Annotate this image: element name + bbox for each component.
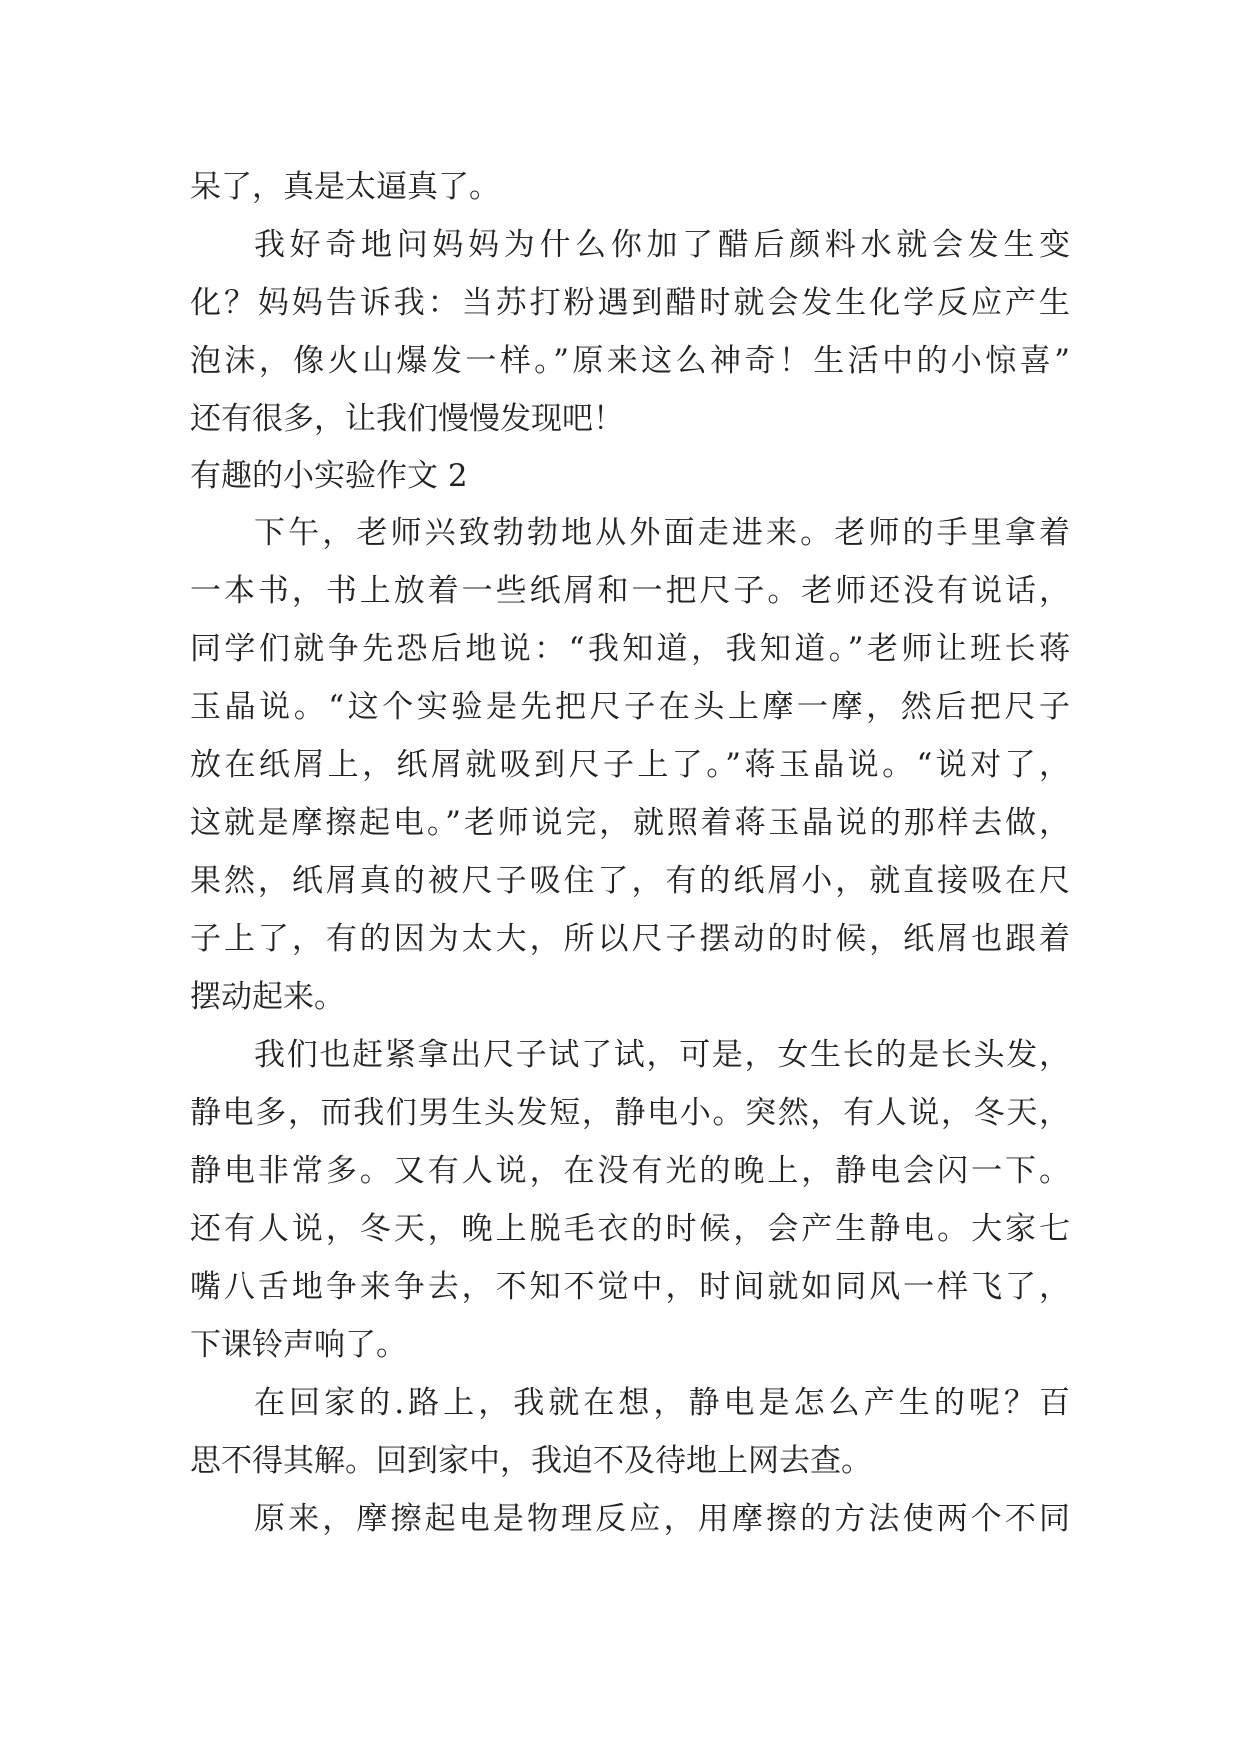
text-line: 我好奇地问妈妈为什么你加了醋后颜料水就会发生变: [254, 227, 1070, 263]
text-line: 我们也赶紧拿出尺子试了试，可是，女生长的是长头发，: [254, 1037, 1070, 1073]
section-title: 有趣的小实验作文 2: [190, 458, 468, 494]
paragraph-home: [190, 1374, 1070, 1490]
text-line: 子上了，有的因为太大，所以尺子摆动的时候，纸屑也跟着: [190, 921, 1070, 957]
text-line: 思不得其解。回到家中，我迫不及待地上网去查。: [190, 1443, 872, 1479]
paragraph-try: [190, 1026, 1070, 1374]
text-line: 下课铃声响了。: [190, 1327, 407, 1363]
text-line: 嘴八舌地争来争去，不知不觉中，时间就如同风一样飞了，: [190, 1269, 1070, 1305]
text-line: 果然，纸屑真的被尺子吸住了，有的纸屑小，就直接吸在尺: [190, 863, 1070, 899]
text-line: 这就是摩擦起电。”老师说完，就照着蒋玉晶说的那样去做，: [190, 805, 1070, 841]
text-line: 化？妈妈告诉我：当苏打粉遇到醋时就会发生化学反应产生: [190, 285, 1070, 321]
text-line: 摆动起来。: [190, 979, 345, 1015]
text-line: 放在纸屑上，纸屑就吸到尺子上了。”蒋玉晶说。“说对了，: [190, 747, 1070, 783]
text-line: 呆了，真是太逼真了。: [190, 169, 500, 205]
text-line: 还有人说，冬天，晚上脱毛衣的时候，会产生静电。大家七: [190, 1211, 1070, 1247]
text-line: 泡沫，像火山爆发一样。”原来这么神奇！生活中的小惊喜”: [190, 343, 1070, 379]
paragraph-continued: [190, 158, 1070, 216]
text-line: 玉晶说。“这个实验是先把尺子在头上摩一摩，然后把尺子: [190, 689, 1070, 725]
text-line: 静电多，而我们男生头发短，静电小。突然，有人说，冬天，: [190, 1095, 1070, 1131]
text-line: 同学们就争先恐后地说：“我知道，我知道。”老师让班长蒋: [190, 631, 1070, 667]
text-line: 下午，老师兴致勃勃地从外面走进来。老师的手里拿着: [254, 515, 1070, 551]
text-line: 原来，摩擦起电是物理反应，用摩擦的方法使两个不同: [254, 1501, 1070, 1537]
paragraph-afternoon: [190, 504, 1070, 1026]
text-line: 还有很多，让我们慢慢发现吧！: [190, 401, 624, 437]
paragraph-origin: [190, 1490, 1070, 1548]
text-line: 在回家的.路上，我就在想，静电是怎么产生的呢？百: [254, 1385, 1070, 1421]
paragraph-question: [190, 216, 1070, 448]
text-line: 一本书，书上放着一些纸屑和一把尺子。老师还没有说话，: [190, 573, 1070, 609]
document-page: [190, 158, 1070, 1548]
text-line: 静电非常多。又有人说，在没有光的晚上，静电会闪一下。: [190, 1153, 1070, 1189]
